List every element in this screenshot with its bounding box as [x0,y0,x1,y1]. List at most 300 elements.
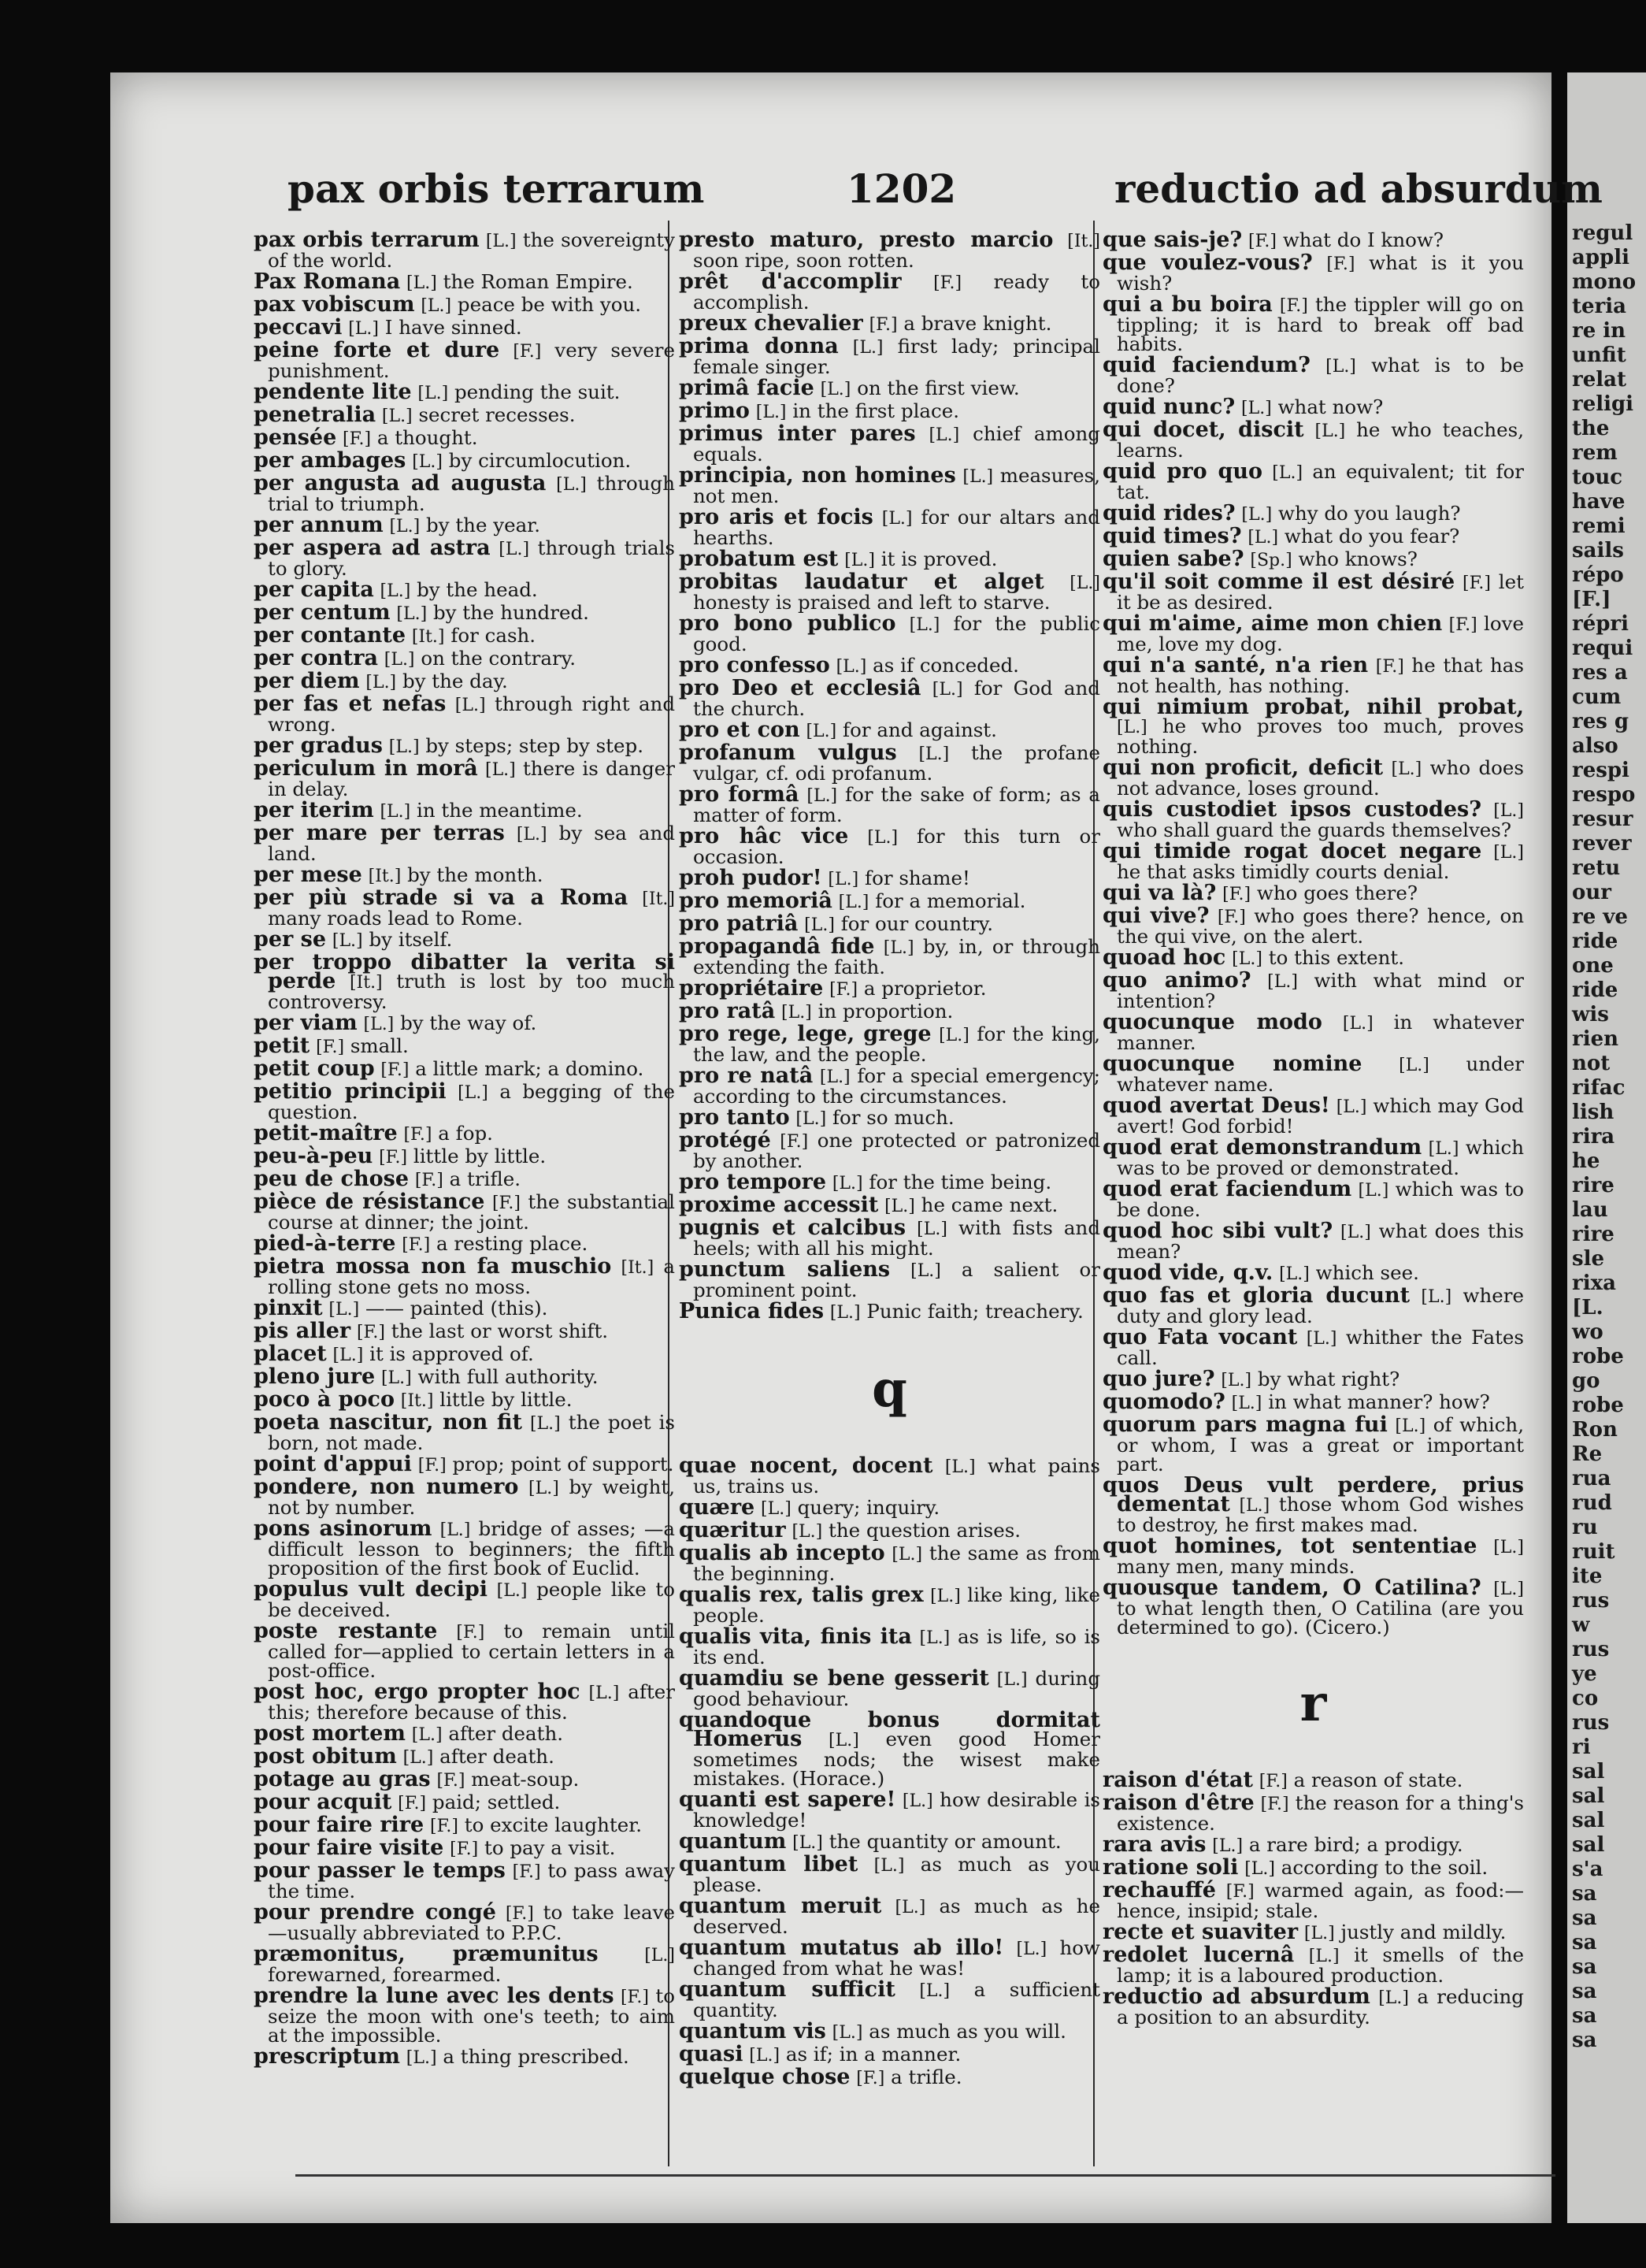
entry-headword: pis aller [254,1319,351,1343]
edge-fragment: rire [1572,1174,1614,1197]
entry-definition: paid; settled. [432,1791,561,1813]
entry-headword: recte et suaviter [1103,1920,1299,1944]
entry-definition: whither the Fates call. [1117,1326,1524,1369]
entry-language: [L.] [1325,357,1356,377]
edge-fragment: rus [1572,1638,1610,1661]
dictionary-entry [254,821,675,865]
entry-language: [L.] [996,1670,1028,1690]
entry-definition: for a special emergency; according to the circumstances. [693,1064,1100,1108]
dictionary-entry [254,1680,675,1724]
edge-fragment: the [1572,417,1610,440]
entry-language: [F.] [436,1771,465,1791]
entry-definition: people like to be deceived. [268,1578,675,1621]
entry-definition: a proprietor. [863,977,987,1000]
entry-definition: the Roman Empire. [443,270,633,293]
entry-definition: a rolling stone gets no moss. [268,1255,675,1298]
entry-definition: by the day. [402,670,508,692]
entry-language: [L.] [1493,843,1524,863]
dictionary-entry [1103,1984,1524,2029]
dictionary-entry [679,976,1100,1000]
entry-definition: of which, or whom, I was a great or important part. [1117,1413,1524,1475]
dictionary-entry [1103,755,1524,800]
entry-language: [L.] [919,1981,951,2001]
entry-language: [L.] [380,1368,412,1388]
entry-language: [It.] [621,1258,654,1278]
entry-definition: by sea and land. [268,822,675,865]
entry-definition: for the time being. [869,1171,1052,1193]
entry-language: [It.] [642,889,675,909]
dictionary-entry [254,448,675,473]
dictionary-entry [1103,547,1524,571]
entry-language: [L.] [644,1946,675,1965]
entry-headword: quantum meruit [679,1894,882,1918]
edge-fragment: ri [1572,1735,1591,1759]
dictionary-entry [254,1296,675,1320]
entry-headword: quantum mutatus ab illo! [679,1936,1004,1960]
entry-language: [F.] [1217,908,1246,927]
entry-definition: for the king, the law, and the people. [693,1023,1100,1066]
entry-headword: pro patriâ [679,911,799,936]
entry-definition: the reason for a thing's existence. [1117,1791,1524,1835]
entry-headword: pax vobiscum [254,292,415,317]
entry-definition: the last or worst shift. [391,1320,609,1342]
edge-fragment: rixa [1572,1271,1616,1295]
dictionary-entry [254,315,675,340]
entry-headword: per mare per terras [254,821,505,845]
edge-fragment: sal [1572,1833,1605,1857]
edge-fragment: rien [1572,1027,1619,1051]
entry-language: [L.] [1336,1097,1367,1117]
entry-language: [It.] [349,973,383,993]
dictionary-entry [1103,1177,1524,1221]
entry-language: [L.] [1399,1056,1429,1075]
entry-language: [L.] [1241,399,1272,418]
entry-definition: as if; in a manner. [785,2043,962,2066]
entry-headword: per contra [254,646,378,670]
dictionary-entry [679,1128,1101,1172]
edge-fragment: rua [1572,1467,1611,1490]
dictionary-entry [254,885,675,930]
entry-language: [F.] [316,1037,345,1057]
entry-definition: first lady; principal female singer. [693,335,1100,378]
edge-fragment: sa [1572,1906,1597,1930]
entry-definition: a little mark; a domino. [415,1057,644,1080]
entry-definition: as much as he deserved. [693,1895,1100,1938]
entry-definition: chief among equals. [693,422,1100,466]
dictionary-entry [254,798,675,822]
dictionary-entry [254,1767,675,1791]
entry-headword: qui nimium probat, nihil probat, [1103,695,1524,719]
entry-headword: quandoque bonus dormitat Homerus [679,1708,1100,1751]
edge-fragment: wis [1572,1003,1609,1026]
entry-headword: per annum [254,513,384,537]
entry-headword: quantum sufficit [679,1977,895,2002]
entry-headword: pour acquit [254,1790,392,1814]
entry-language: [F.] [414,1171,443,1190]
edge-fragment: sal [1572,1784,1605,1808]
dictionary-entry [1103,1920,1524,1944]
edge-fragment: have [1572,490,1626,514]
entry-definition: soon ripe, soon rotten. [693,249,914,272]
entry-headword: pro rege, lege, grege [679,1022,932,1046]
entry-headword: quod vide, q.v. [1103,1260,1273,1285]
dictionary-entry [254,513,675,537]
entry-language: [It.] [400,1391,434,1411]
dictionary-entry [679,269,1101,314]
edge-fragment: ite [1572,1565,1603,1588]
entry-language: [L.] [1267,972,1298,992]
entry-language: [L.] [881,509,913,529]
dictionary-entry [254,692,676,736]
column-2 [679,228,1101,2091]
edge-fragment: wo [1572,1320,1603,1344]
entry-definition: ready to accomplish. [693,270,1101,314]
edge-fragment: rira [1572,1125,1615,1149]
entry-definition: he who teaches, learns. [1117,418,1524,462]
dictionary-entry [254,471,675,515]
dictionary-entry [1103,1260,1524,1285]
dictionary-entry [679,2042,1100,2066]
entry-headword: per capita [254,577,374,602]
entry-headword: pied-à-terre [254,1231,396,1256]
entry-headword: per troppo dibatter la verita si perde [254,950,675,993]
entry-headword: quantum [679,1829,787,1854]
entry-language: [L.] [1247,528,1279,548]
dictionary-entry [1103,797,1524,841]
dictionary-entry [254,1900,675,1944]
entry-headword: que sais-je? [1103,228,1243,252]
entry-definition: it smells of the lamp; it is a laboured production. [1117,1943,1524,1987]
dictionary-entry [1103,228,1524,252]
dictionary-entry [679,611,1100,655]
edge-fragment: s'a [1572,1858,1603,1881]
dictionary-entry [679,911,1100,936]
entry-headword: pro ratâ [679,999,776,1023]
edge-fragment: ride [1572,978,1618,1002]
entry-language: [F.] [491,1193,521,1213]
entry-headword: qui vive? [1103,904,1210,928]
edge-fragment: rus [1572,1711,1610,1735]
edge-fragment: ye [1572,1662,1597,1686]
entry-headword: quos Deus vult perdere, prius dementat [1103,1473,1524,1516]
edge-fragment: unfit [1572,343,1626,367]
entry-headword: probatum est [679,547,839,571]
entry-definition: warmed again, as food:—hence, insipid; stale. [1117,1879,1525,1922]
entry-definition: one protected or patronized by another. [693,1129,1101,1172]
entry-language: [L.] [1493,1579,1524,1599]
entry-headword: quo jure? [1103,1367,1215,1391]
dictionary-entry [679,463,1100,507]
edge-fragment: lish [1572,1101,1614,1124]
entry-headword: pendente lite [254,380,412,404]
entry-language: [L.] [836,657,867,677]
entry-definition: which was to be done. [1117,1178,1524,1221]
section-letter: r [1299,1674,1327,1733]
entry-definition: truth is lost by too much controversy. [268,970,676,1013]
entry-headword: pro bono publico [679,611,896,636]
edge-fragment: also [1572,734,1618,758]
entry-language: [L.] [406,273,437,293]
entry-language: [L.] [389,517,421,536]
entry-headword: qui docet, discit [1103,418,1304,442]
dictionary-entry [1103,459,1524,503]
entry-language: [L.] [529,1414,561,1434]
entry-language: [L.] [832,1174,863,1193]
dictionary-entry [254,623,675,648]
dictionary-entry [1103,611,1524,655]
entry-definition: a reducing a position to an absurdity. [1117,1985,1524,2029]
entry-definition: by itself. [369,928,453,951]
edge-fragment: one [1572,954,1614,978]
entry-language: [L.] [588,1683,620,1703]
edge-fragment: go [1572,1369,1600,1393]
edge-fragment: co [1572,1687,1599,1710]
entry-headword: pro confesso [679,653,830,677]
entry-language: [L.] [1239,1496,1270,1516]
dictionary-entry [1103,1010,1524,1054]
entry-language: [L.] [363,1015,395,1034]
entry-language: [F.] [379,1148,408,1167]
entry-headword: quæritur [679,1518,786,1542]
entry-headword: quære [679,1495,755,1520]
entry-language: [L.] [795,1109,827,1129]
entry-headword: quid faciendum? [1103,353,1310,377]
dictionary-entry [254,1942,675,1986]
entry-language: [F.] [505,1904,534,1924]
entry-definition: in proportion. [817,1000,954,1023]
entry-headword: poco à poco [254,1387,395,1412]
entry-headword: pro tempore [679,1170,827,1194]
entry-headword: primâ facie [679,376,814,400]
entry-language: [L.] [1421,1287,1452,1307]
entry-definition: to what length then, O Catilina (are you determined to go). (Cicero.) [1117,1597,1524,1639]
entry-language: [F.] [402,1235,431,1255]
entry-language: [L.] [1279,1264,1310,1284]
entry-headword: peccavi [254,315,343,340]
edge-fragment: requi [1572,637,1633,660]
entry-headword: quo Fata vocant [1103,1325,1298,1349]
entry-language: [F.] [417,1456,447,1475]
dictionary-entry [679,999,1100,1023]
entry-language: [L.] [884,1197,915,1216]
edge-fragment: re ve [1572,905,1628,929]
entry-definition: after death. [439,1745,554,1768]
entry-definition: by circumlocution. [448,449,632,472]
entry-headword: qu'il soit comme il est désiré [1103,570,1455,594]
entry-headword: qualis rex, talis grex [679,1583,924,1607]
edge-fragment: religi [1572,392,1634,416]
entry-language: [L.] [1395,1416,1426,1436]
edge-fragment: [L. [1572,1296,1603,1320]
dictionary-entry [254,927,675,952]
entry-headword: petit coup [254,1056,375,1081]
column-3 [1103,228,1525,2029]
entry-definition: like king, like people. [693,1583,1100,1627]
dictionary-entry [254,1619,675,1682]
dictionary-entry [679,1170,1100,1194]
dictionary-entry [679,505,1100,549]
entry-language: [F.] [1279,296,1308,316]
entry-language: [L.] [421,296,452,316]
entry-headword: penetralia [254,403,376,427]
entry-language: [L.] [761,1499,791,1519]
dictionary-entry [1103,395,1524,419]
entry-language: [L.] [873,1856,905,1876]
dictionary-entry [254,338,675,382]
entry-language: [L.] [930,1587,961,1606]
entry-headword: placet [254,1342,327,1366]
dictionary-entry [679,399,1100,423]
entry-language: [L.] [1493,801,1524,821]
dictionary-entry [679,1624,1100,1669]
entry-language: [L.] [910,1261,941,1281]
entry-headword: quod hoc sibi vult? [1103,1219,1333,1243]
entry-definition: he who proves too much, proves nothing. [1117,715,1525,758]
entry-headword: quasi [679,2042,743,2066]
entry-definition: which was to be proved or demonstrated. [1117,1136,1524,1179]
entry-headword: per diem [254,669,360,693]
entry-headword: per mese [254,863,362,887]
dictionary-entry [679,1787,1100,1832]
entry-definition: with what mind or intention? [1117,969,1524,1012]
entry-headword: quid nunc? [1103,395,1236,419]
dictionary-entry [679,1708,1101,1790]
entry-language: [L.] [832,2023,863,2043]
entry-language: [F.] [512,1862,541,1882]
dictionary-entry [1103,501,1524,525]
dictionary-entry [254,1452,675,1476]
edge-fragment: appli [1572,246,1629,269]
dictionary-entry [254,1721,675,1746]
entry-headword: pleno jure [254,1364,376,1389]
dictionary-entry [1103,570,1524,614]
entry-definition: to excite laughter. [464,1813,643,1836]
adjacent-page-edge [1567,72,1646,2223]
entry-definition: a brave knight. [903,312,1052,335]
entry-definition: a thought. [376,426,478,449]
entry-definition: justly and mildly. [1340,1921,1507,1943]
dictionary-entry [679,1495,1100,1520]
entry-language: [L.] [1231,1394,1262,1413]
entry-headword: pro hâc vice [679,824,849,848]
dictionary-entry [254,425,675,450]
edge-fragment: sa [1572,2004,1597,2028]
entry-definition: for this turn or occasion. [693,825,1101,868]
entry-language: [L.] [388,737,420,757]
entry-headword: qualis ab incepto [679,1541,885,1565]
entry-definition: the quantity or amount. [829,1830,1062,1853]
entry-headword: profanum vulgus [679,741,897,765]
entry-language: [F.] [1259,1772,1288,1791]
entry-headword: quid rides? [1103,501,1236,525]
entry-definition: for our altars and hearths. [693,506,1100,549]
dictionary-entry [1103,524,1524,548]
dictionary-entry [1103,1052,1524,1096]
entry-headword: qui va là? [1103,881,1217,905]
entry-language: [L.] [1272,463,1303,483]
entry-definition: a salient or prominent point. [693,1258,1100,1301]
entry-language: [L.] [381,406,413,426]
dictionary-entry [679,1299,1100,1323]
entry-headword: quae nocent, docent [679,1453,933,1478]
entry-headword: propagandâ fide [679,934,875,959]
edge-fragment: sails [1572,539,1624,562]
dictionary-entry [679,547,1100,571]
entry-headword: pro formâ [679,782,799,807]
dictionary-entry [679,1193,1100,1217]
entry-definition: with fists and heels; with all his might. [693,1216,1100,1260]
edge-fragment: robe [1572,1345,1624,1368]
entry-language: [F.] [620,1988,649,2007]
entry-definition: to take leave—usually abbreviated to P.P.C. [268,1901,675,1944]
entry-language: [L.] [828,870,859,889]
dictionary-entry [679,1063,1100,1108]
entry-headword: per angusta ad augusta [254,471,547,496]
entry-headword: pro tanto [679,1105,790,1130]
entry-language: [L.] [384,650,415,670]
entry-language: [F.] [856,2069,885,2088]
edge-fragment: resur [1572,807,1633,831]
entry-headword: pour prendre congé [254,1900,496,1925]
entry-language: [L.] [412,452,443,472]
entry-definition: by the month. [407,863,543,886]
entry-headword: Punica fides [679,1299,825,1323]
entry-headword: qui non proficit, deficit [1103,755,1384,780]
entry-headword: præmonitus, præmunitus [254,1942,599,1966]
entry-definition: on the first view. [857,377,1020,399]
entry-language: [L.] [406,2048,437,2068]
entry-headword: qui a bu boira [1103,292,1273,317]
dictionary-entry [679,676,1100,720]
entry-headword: post obitum [254,1744,397,1769]
entry-headword: point d'appui [254,1452,412,1476]
entry-language: [It.] [411,627,445,647]
entry-definition: in the first place. [792,399,960,422]
entry-definition: with full authority. [417,1365,599,1388]
entry-headword: per fas et nefas [254,692,447,716]
entry-language: [L.] [755,403,787,422]
entry-headword: preux chevalier [679,311,863,336]
dictionary-entry [1103,695,1525,758]
entry-language: [L.] [417,384,449,403]
entry-language: [L.] [909,615,940,635]
dictionary-entry [254,1079,675,1123]
dictionary-entry [254,1387,675,1412]
entry-definition: what does this mean? [1117,1219,1524,1263]
entry-definition: meat-soup. [471,1768,580,1791]
dictionary-entry [1103,839,1524,883]
entry-definition: the sovereignty of the world. [268,228,675,272]
entry-language: [L.] [929,425,960,445]
entry-definition: little by little. [413,1145,547,1167]
entry-language: [F.] [869,315,898,335]
entry-definition: under whatever name. [1117,1052,1524,1096]
edge-fragment: res g [1572,710,1629,733]
entry-language: [L.] [380,802,411,822]
dictionary-entry [679,2019,1100,2043]
entry-language: [L.] [939,1026,969,1045]
entry-language: [F.] [1248,232,1277,251]
entry-language: [L.] [1342,1014,1374,1034]
entry-headword: quantum libet [679,1852,858,1876]
entry-headword: petitio principii [254,1079,447,1104]
entry-headword: quantum vis [679,2019,826,2043]
entry-language: [L.] [328,1300,360,1320]
entry-headword: pour faire visite [254,1836,444,1860]
entry-language: [L.] [804,915,835,935]
dictionary-entry [254,1836,675,1860]
dictionary-entry [254,756,675,800]
